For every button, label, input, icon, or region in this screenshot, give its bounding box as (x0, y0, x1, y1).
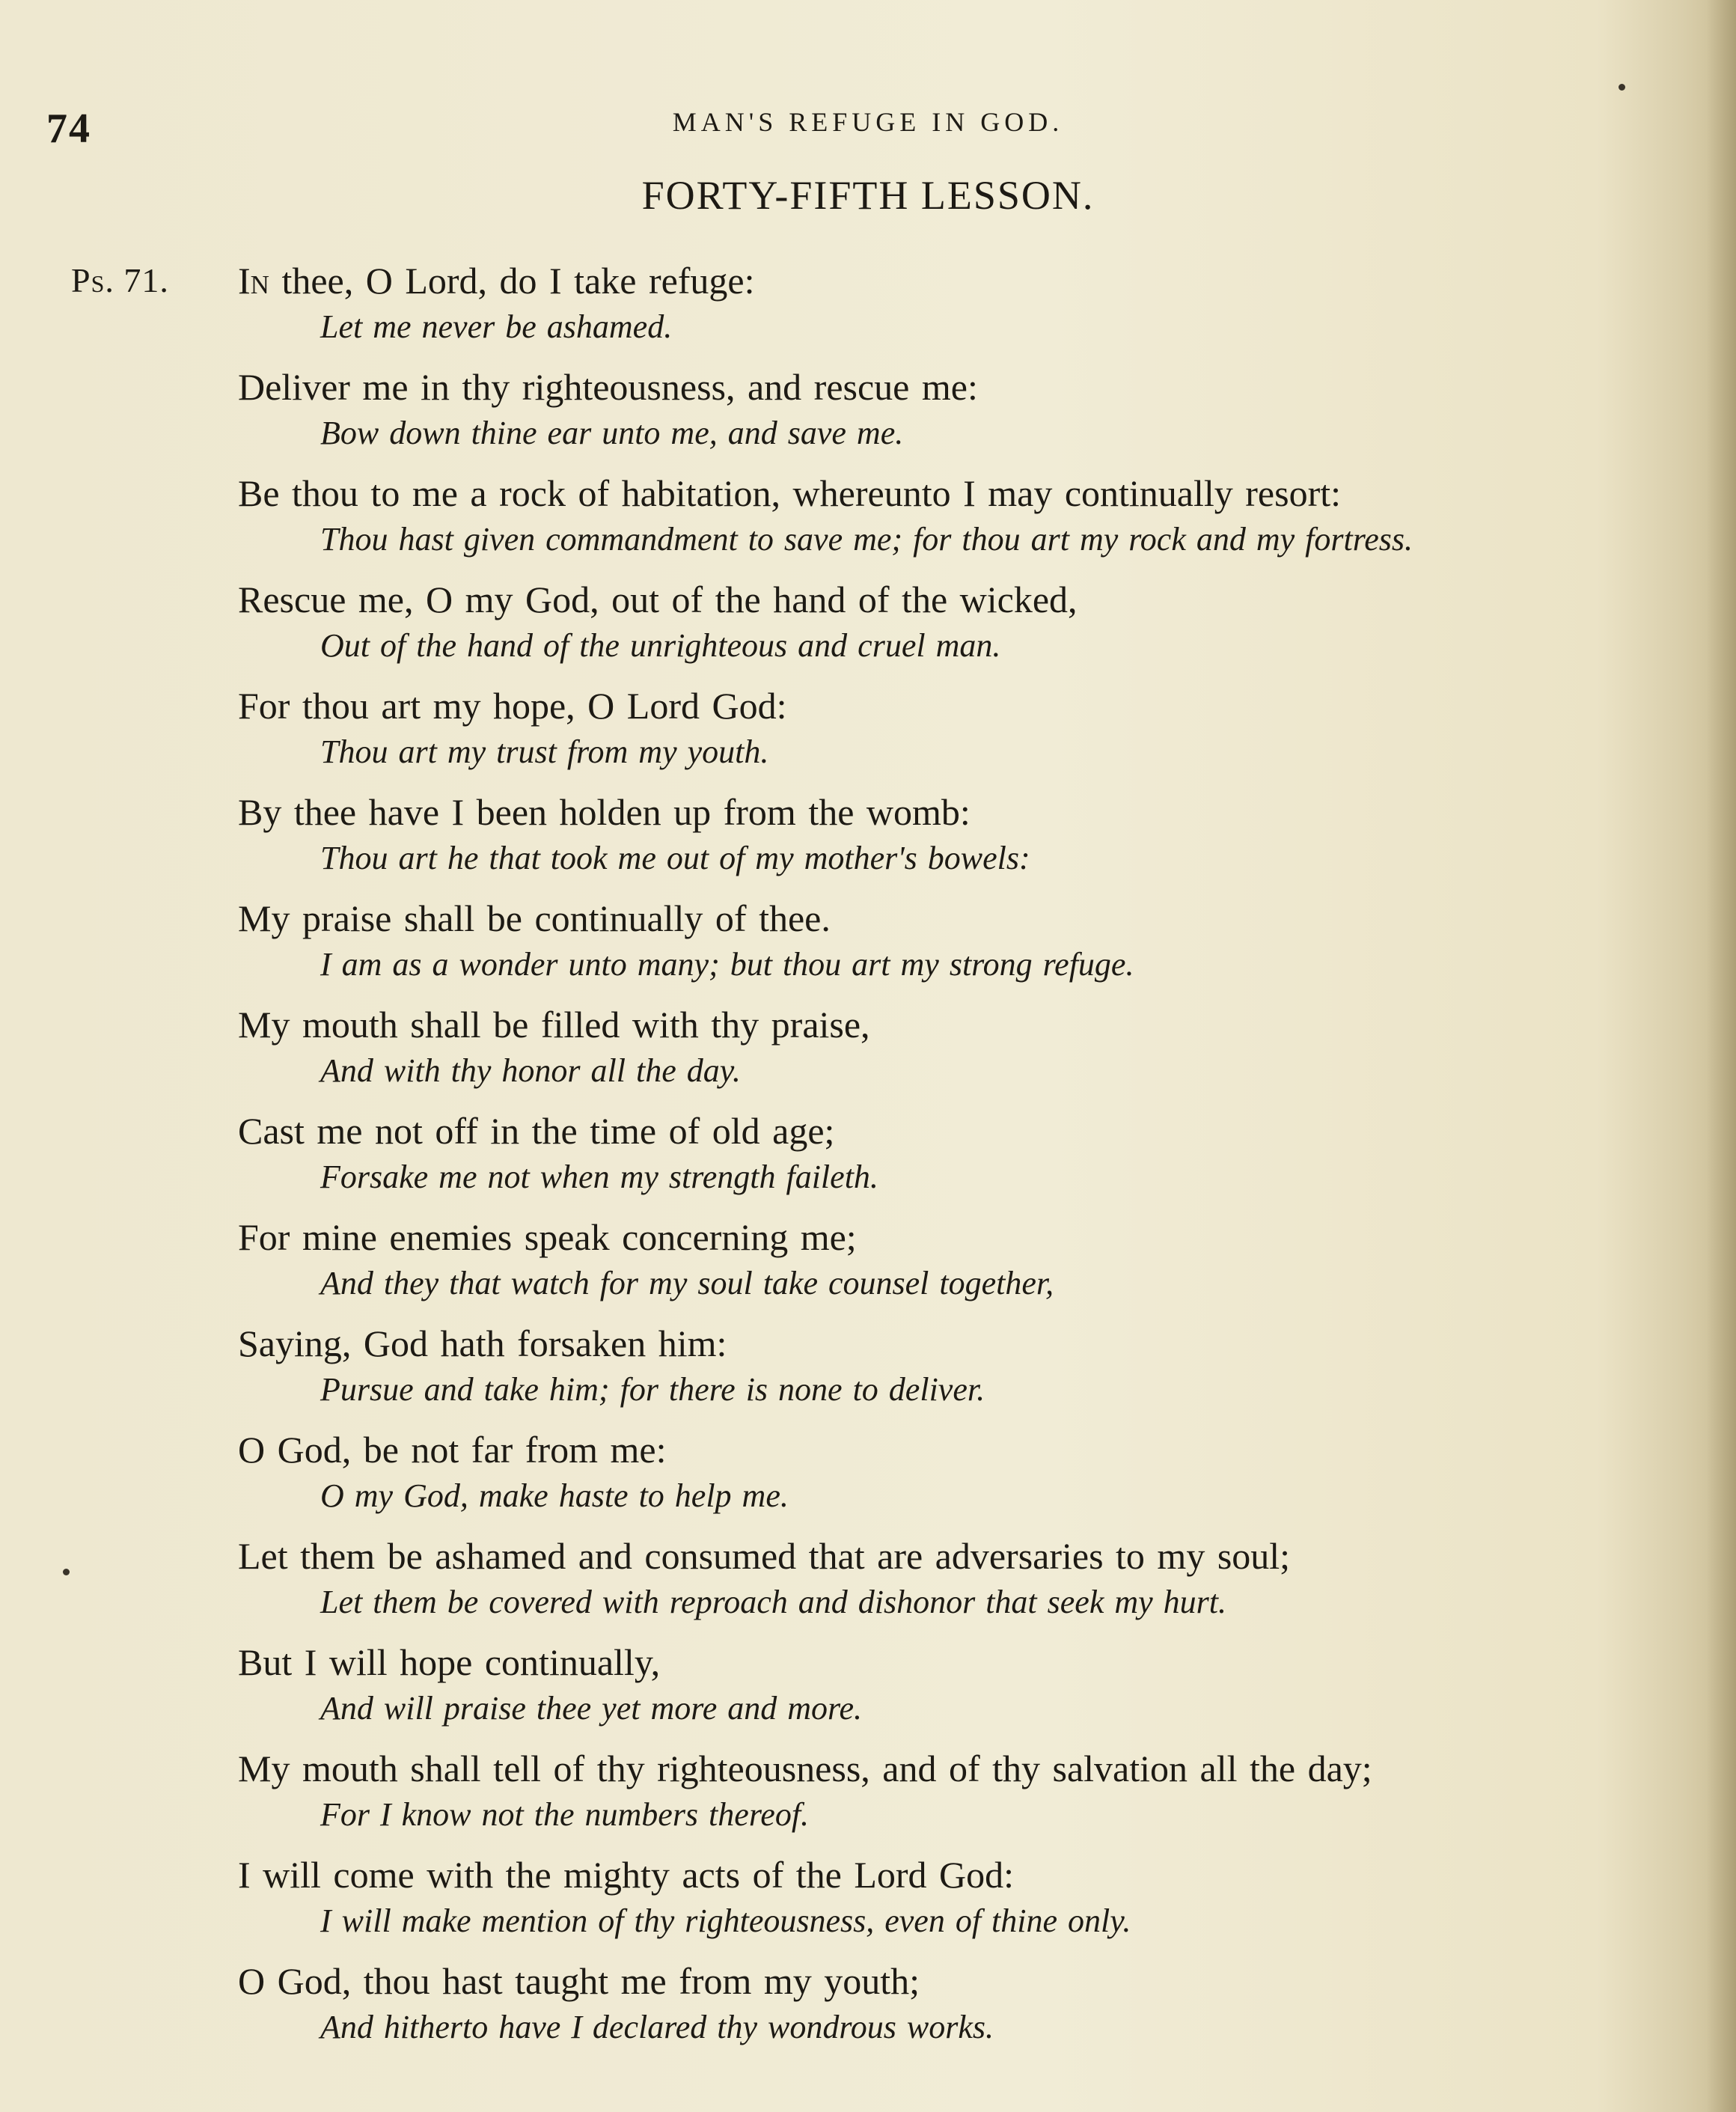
verse-line: Be thou to me a rock of habitation, whereunto I may continually resort: (238, 472, 1342, 514)
verse-line: For thou art my hope, O Lord God: (238, 685, 787, 727)
verse-response: And hitherto have I declared thy wondrous works. (320, 2009, 994, 2045)
verse-response: And will praise thee yet more and more. (320, 1690, 863, 1727)
psalm-reference: Ps. 71. (71, 261, 169, 299)
verse-line: My praise shall be continually of thee. (238, 897, 831, 939)
verse-response: And with thy honor all the day. (320, 1052, 741, 1089)
verse-line: My mouth shall be filled with thy praise, (238, 1004, 870, 1046)
verse-line: I will come with the mighty acts of the Lord God: (238, 1854, 1015, 1896)
running-head: MAN'S REFUGE IN GOD. (672, 107, 1064, 137)
verse-response: Forsake me not when my strength faileth. (320, 1159, 878, 1195)
verse-line: Deliver me in thy righteousness, and rescue me: (238, 366, 978, 408)
psalm-verses (238, 258, 1720, 2065)
verse-response: Let them be covered with reproach and dishonor that seek my hurt. (320, 1584, 1227, 1620)
speck-mark (63, 1569, 70, 1575)
verse (238, 1640, 1720, 1746)
verse (238, 896, 1720, 1002)
verse (238, 1533, 1720, 1640)
page-number: 74 (46, 106, 91, 152)
verse-response: For I know not the numbers thereof. (320, 1796, 810, 1833)
lesson-title: FORTY-FIFTH LESSON. (641, 173, 1095, 218)
verse-response: Thou hast given commandment to save me; for thou art my rock and my fortress. (320, 521, 1413, 558)
verse (238, 1002, 1720, 1108)
verse-response: Let me never be ashamed. (320, 308, 673, 345)
speck-mark (1619, 84, 1625, 91)
verse (238, 1746, 1720, 1852)
verse-line (238, 258, 755, 303)
verse (238, 1215, 1720, 1321)
verse-response: Bow down thine ear unto me, and save me. (320, 415, 904, 451)
verse (238, 1321, 1720, 1427)
verse-line: Saying, God hath forsaken him: (238, 1322, 727, 1364)
verse (238, 258, 1720, 364)
verse-response: Out of the hand of the unrighteous and cruel man. (320, 627, 1001, 664)
verse-line: Let them be ashamed and consumed that are adversaries to my soul; (238, 1535, 1291, 1577)
verse-lead-word: In (238, 260, 269, 302)
verse (238, 790, 1720, 896)
verse-line: But I will hope continually, (238, 1641, 661, 1683)
verse-response: I am as a wonder unto many; but thou art my strong refuge. (320, 946, 1134, 983)
verse-line: Rescue me, O my God, out of the hand of the wicked, (238, 579, 1078, 620)
verse-response: Pursue and take him; for there is none to deliver. (320, 1371, 985, 1408)
verse-line: O God, be not far from me: (238, 1429, 667, 1471)
verse-line: O God, thou hast taught me from my youth; (238, 1960, 920, 2002)
verse (238, 577, 1720, 683)
verse-response: Thou art my trust from my youth. (320, 733, 769, 770)
verse-line: For mine enemies speak concerning me; (238, 1216, 857, 1258)
verse-response: O my God, make haste to help me. (320, 1477, 789, 1514)
verse (238, 1108, 1720, 1215)
verse-response: Thou art he that took me out of my mother's bowels: (320, 840, 1030, 876)
verse (238, 1959, 1720, 2065)
verse (238, 683, 1720, 790)
verse (238, 1852, 1720, 1959)
verse (238, 1427, 1720, 1533)
verse-response: And they that watch for my soul take counsel together, (320, 1265, 1054, 1301)
verse (238, 471, 1720, 577)
verse-line-text: thee, O Lord, do I take refuge: (269, 260, 755, 302)
verse (238, 364, 1720, 471)
verse-line: My mouth shall tell of thy righteousness, and of thy salvation all the day; (238, 1748, 1372, 1789)
verse-response: I will make mention of thy righteousness, even of thine only. (320, 1902, 1131, 1939)
verse-line: Cast me not off in the time of old age; (238, 1110, 835, 1152)
verse-line: By thee have I been holden up from the womb: (238, 791, 971, 833)
